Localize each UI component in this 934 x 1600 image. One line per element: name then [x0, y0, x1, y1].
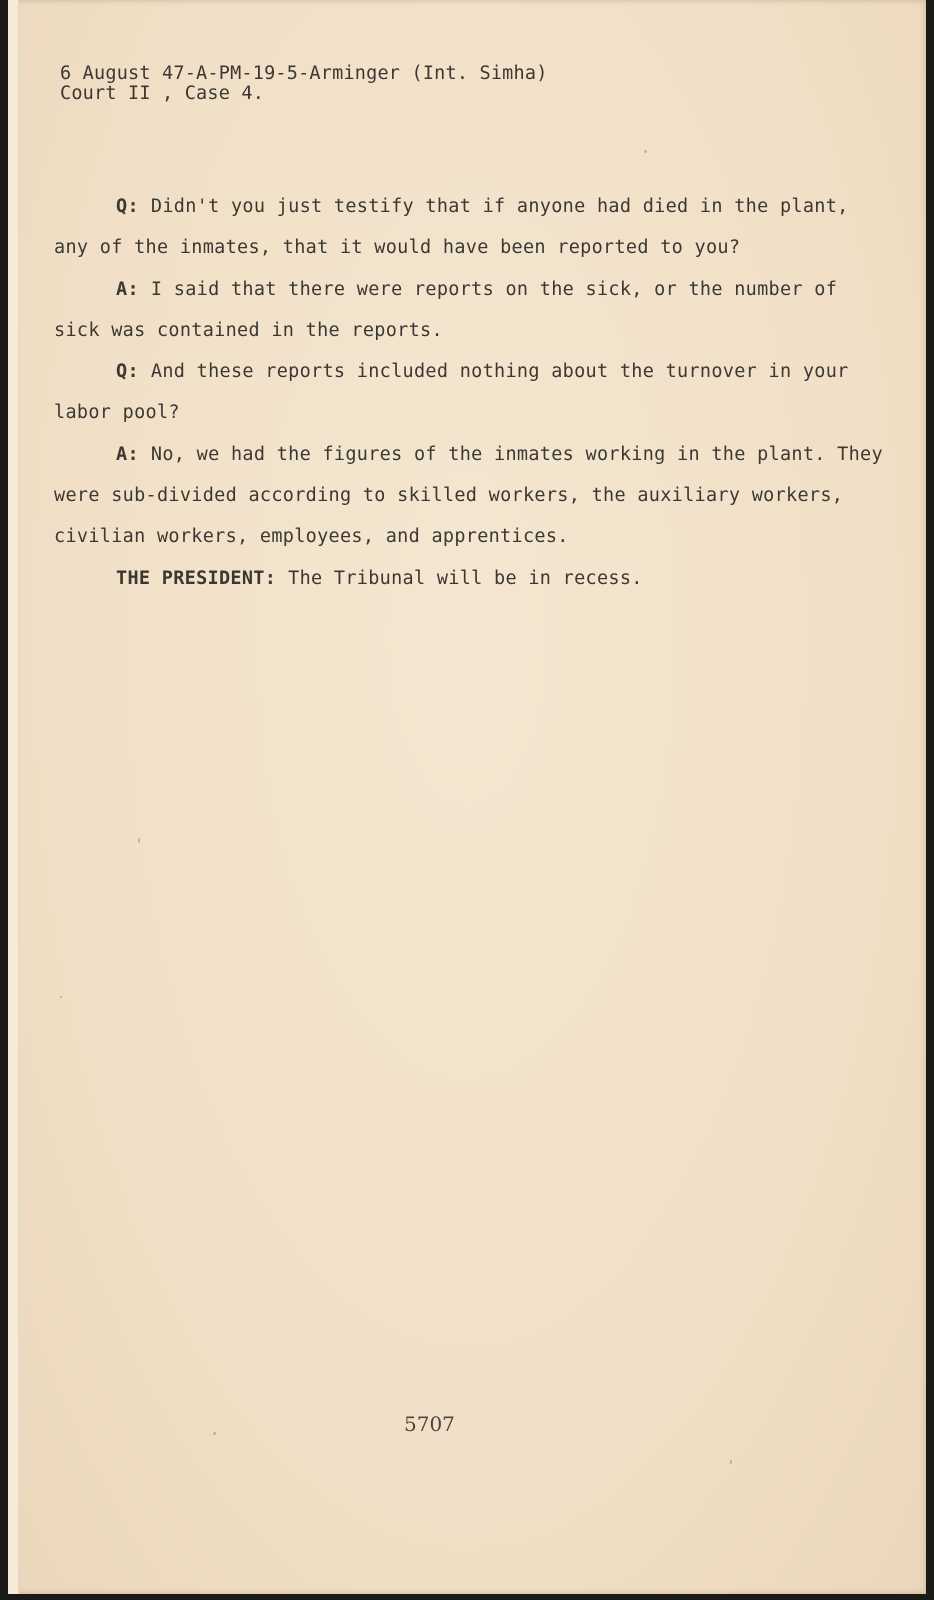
transcript-paragraph-4 [54, 434, 884, 558]
speaker-label: A: [116, 443, 139, 465]
paper-speck [138, 838, 140, 843]
header-line-1: 6 August 47-A-PM-19-5-Arminger (Int. Simha) [60, 63, 548, 84]
transcript-body [54, 186, 884, 599]
speaker-label: THE PRESIDENT: [116, 567, 277, 589]
speaker-label: Q: [116, 361, 139, 383]
paper-speck [213, 1432, 216, 1435]
paper-speck [60, 996, 62, 998]
header-line-2: Court II , Case 4. [60, 83, 265, 104]
transcript-paragraph-3 [54, 351, 884, 434]
transcript-paragraph-1 [54, 186, 884, 269]
paper-speck [730, 1460, 732, 1464]
paragraph-text: And these reports included nothing about the turnover in your labor pool? [54, 361, 849, 424]
paragraph-text: I said that there were reports on the sick, or the number of sick was contained in the reports. [54, 278, 838, 341]
page-number: 5707 [404, 1412, 455, 1436]
transcript-paragraph-5 [54, 558, 884, 599]
paragraph-text: The Tribunal will be in recess. [288, 567, 643, 589]
paragraph-text: No, we had the figures of the inmates working in the plant. They were sub-divided according to skilled workers, the auxiliary workers, civilian workers, employees, and apprentices. [54, 443, 883, 548]
document-header [60, 64, 548, 104]
speaker-label: A: [116, 278, 139, 300]
paper-edge [8, 0, 19, 1594]
document-page [8, 0, 926, 1594]
paper-speck [644, 150, 647, 153]
speaker-label: Q: [116, 196, 139, 217]
paragraph-text: Didn't you just testify that if anyone had died in the plant, any of the inmates, that it would have been reported to you? [54, 196, 849, 259]
transcript-paragraph-2 [54, 269, 884, 352]
